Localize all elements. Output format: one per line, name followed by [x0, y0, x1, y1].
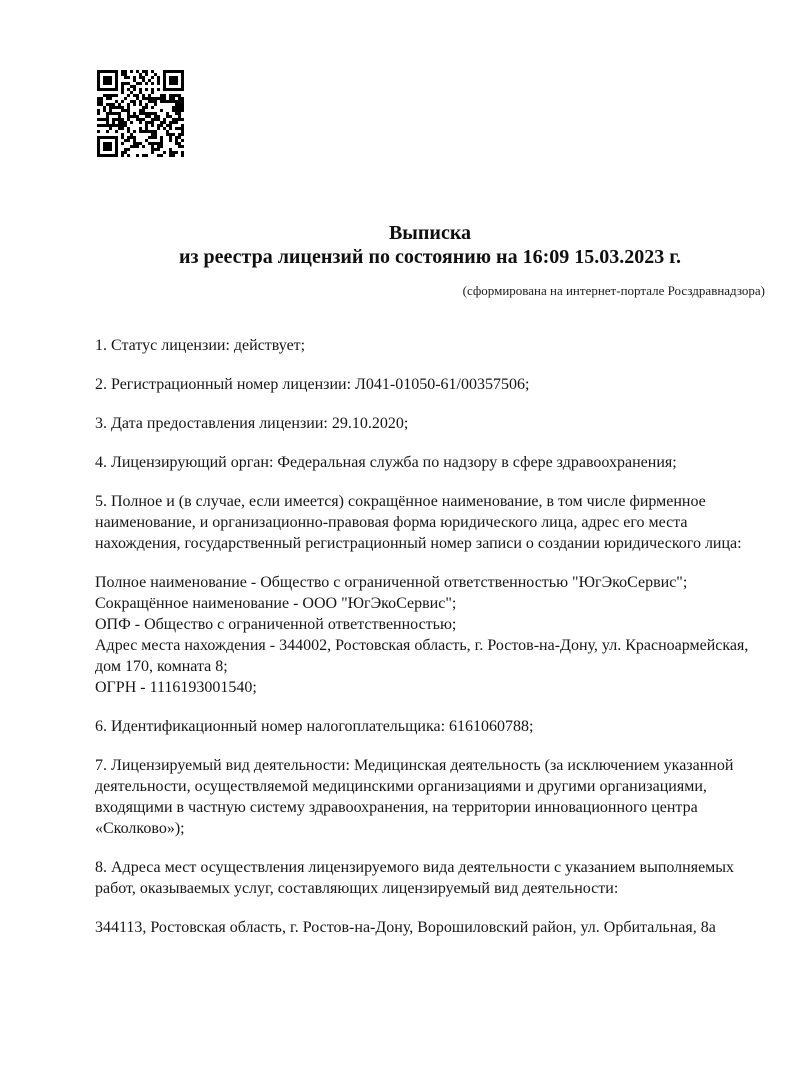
org-details-block: [95, 572, 765, 698]
document-body: [95, 335, 765, 938]
paragraph-licensed-activity: 7. Лицензируемый вид деятельности: Медицинская деятельность (за исключением указанной деятельности, осуществляемой медицинскими организациями и другими организациями, входящими в частную систему здравоохранения, на территории инновационного центра «Сколково»);: [95, 757, 734, 837]
org-ogrn: ОГРН - 1116193001540;: [95, 679, 257, 696]
paragraph-license-status: 1. Статус лицензии: действует;: [95, 337, 306, 354]
paragraph-inn: 6. Идентификационный номер налогоплательщика: 6161060788;: [95, 718, 534, 735]
title-line-1: Выписка: [388, 222, 472, 244]
document-subtitle: (сформирована на интернет-портале Росздравнадзора): [462, 283, 765, 298]
paragraph-activity-addresses-intro: 8. Адреса мест осуществления лицензируемого вида деятельности с указанием выполняемых работ, оказываемых услуг, составляющих лицензируемый вид деятельности:: [95, 859, 735, 897]
org-legal-form: ОПФ - Общество с ограниченной ответственностью;: [95, 616, 457, 633]
paragraph-licensing-authority: 4. Лицензирующий орган: Федеральная служба по надзору в сфере здравоохранения;: [95, 454, 677, 471]
org-short-name: Сокращённое наименование - ООО "ЮгЭкоСервис";: [95, 595, 457, 612]
paragraph-registration-number: 2. Регистрационный номер лицензии: Л041-01050-61/00357506;: [95, 376, 530, 393]
qr-code: [97, 70, 184, 157]
org-full-name: Полное наименование - Общество с ограниченной ответственностью "ЮгЭкоСервис";: [95, 574, 688, 591]
org-address-line-2: дом 170, комната 8;: [95, 658, 228, 675]
org-address-line-1: Адрес места нахождения - 344002, Ростовская область, г. Ростов-на-Дону, ул. Красноармейская,: [95, 637, 749, 654]
paragraph-grant-date: 3. Дата предоставления лицензии: 29.10.2020;: [95, 415, 409, 432]
paragraph-activity-address: 344113, Ростовская область, г. Ростов-на-Дону, Ворошиловский район, ул. Орбитальная, 8а: [95, 919, 716, 936]
document-title: [95, 221, 765, 269]
paragraph-org-naming-intro: 5. Полное и (в случае, если имеется) сокращённое наименование, в том числе фирменное наименование, и организационно-правовая форма юридического лица, адрес его места нахождения, государственный регистрационный номер записи о создании юридического лица:: [95, 493, 742, 552]
title-line-2: из реестра лицензий по состоянию на 16:09 15.03.2023 г.: [178, 246, 682, 268]
